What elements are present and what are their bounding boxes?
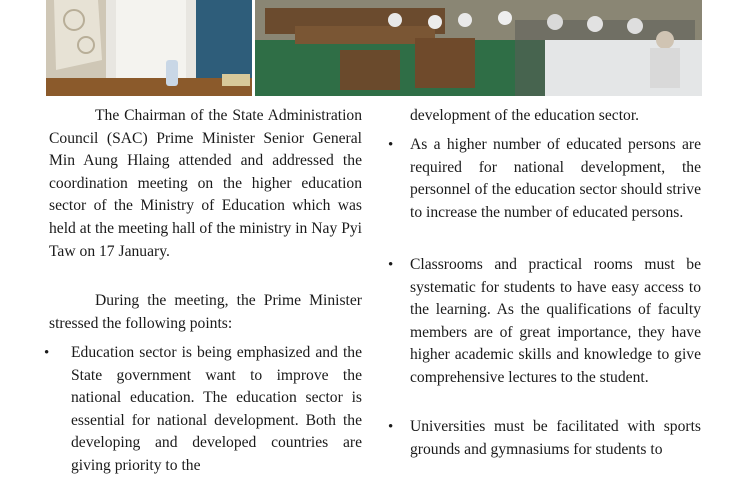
bullet-marker: • bbox=[388, 137, 394, 153]
bullet-marker: • bbox=[388, 257, 394, 273]
meeting-hall-photo-graphic bbox=[255, 0, 702, 96]
bullet-text: As a higher number of educated persons are required for national development, the personnel of the education sector should strive to increase the number of educated persons. bbox=[410, 136, 701, 221]
continuation-text: development of the education sector. bbox=[410, 107, 640, 124]
bullet-marker: • bbox=[388, 419, 394, 435]
list-item bbox=[386, 254, 701, 390]
speaker-photo-graphic bbox=[46, 0, 252, 96]
intro-paragraph: The Chairman of the State Administration Council (SAC) Prime Minister Senior General Min Aung Hlaing attended and addressed the coordination meeting on the higher education sector of the Ministry of Education which was held at the meeting hall of the ministry in Nay Pyi Taw on 17 January. bbox=[49, 107, 362, 260]
list-item bbox=[386, 134, 701, 224]
meeting-paragraph: During the meeting, the Prime Minister stressed the following points: bbox=[49, 292, 362, 332]
list-item bbox=[386, 416, 701, 461]
bullet-text: Classrooms and practical rooms must be systematic for students to have easy access to the learning. As the qualifications of faculty members are of great importance, they have higher academic skills and knowledge to give comprehensive lectures to the student. bbox=[410, 256, 701, 386]
photo-speaker bbox=[46, 0, 252, 96]
bullet-text: Education sector is being emphasized and the State government want to improve the national education. The education sector is essential for national development. Both the developing and developed countries are giving priority to the bbox=[71, 344, 362, 474]
bullet-text: Universities must be facilitated with sports grounds and gymnasiums for students to bbox=[410, 418, 701, 458]
photo-meeting-hall bbox=[255, 0, 702, 96]
list-item bbox=[42, 342, 362, 478]
bullet-marker: • bbox=[44, 345, 50, 361]
